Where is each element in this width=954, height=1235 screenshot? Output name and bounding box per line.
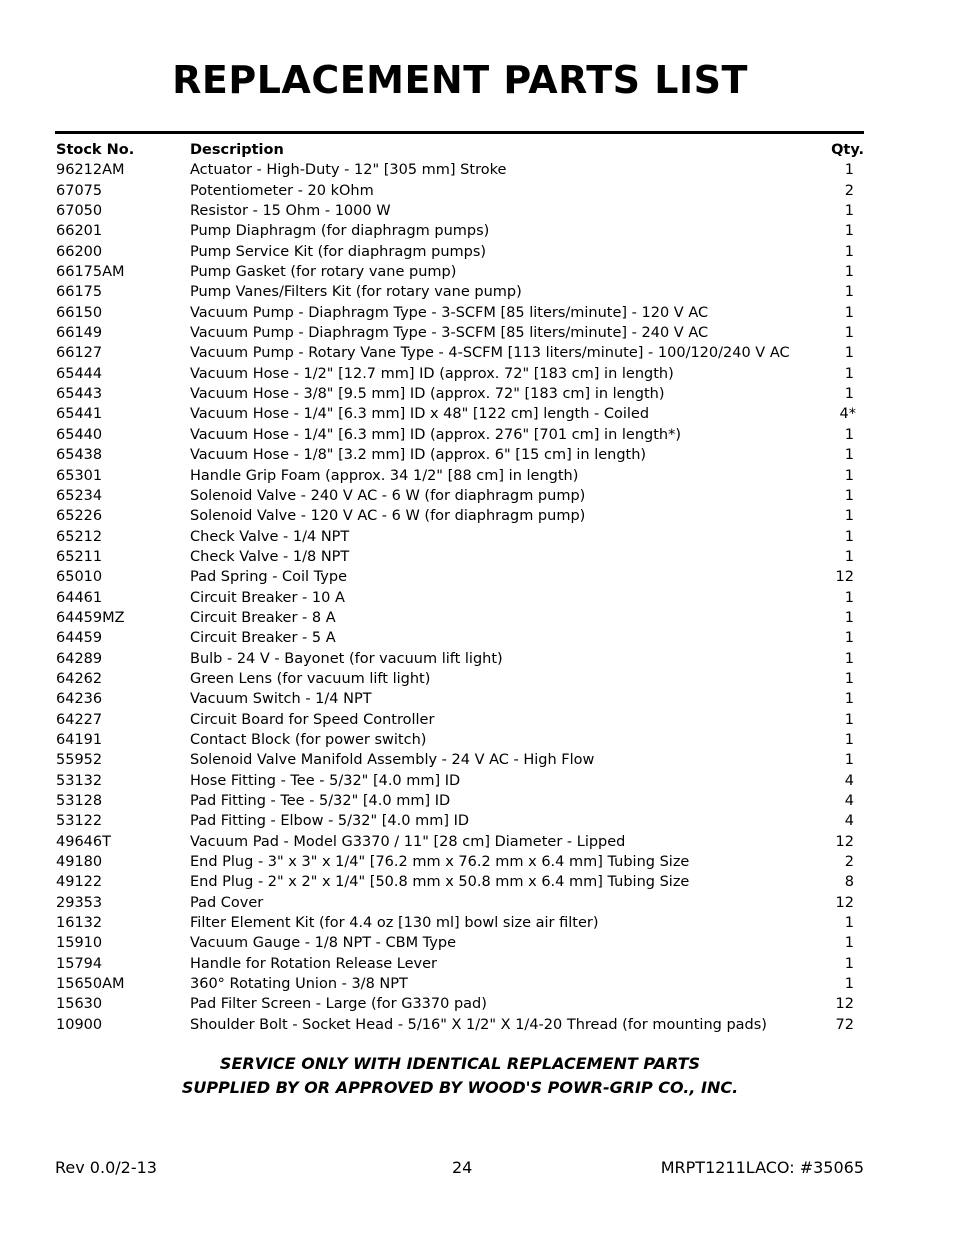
qty-cell: 1 — [844, 976, 854, 993]
table-row — [55, 954, 864, 974]
qty-cell: 12 — [835, 833, 854, 850]
description-cell: Circuit Breaker - 5 A — [190, 630, 336, 647]
stock-number-cell: 65438 — [56, 447, 103, 464]
table-row — [55, 486, 864, 506]
qty-cell: 1 — [844, 955, 854, 972]
stock-number-cell: 67075 — [56, 182, 103, 199]
table-row — [55, 364, 864, 384]
stock-number-cell: 10900 — [56, 1016, 103, 1033]
table-row — [55, 384, 864, 404]
stock-number-cell: 64236 — [56, 691, 103, 708]
description-cell: Vacuum Hose - 1/2" [12.7 mm] ID (approx. 72" [183 cm] in length) — [190, 365, 674, 382]
description-cell: Shoulder Bolt - Socket Head - 5/16" X 1/2" X 1/4-20 Thread (for mounting pads) — [190, 1016, 767, 1033]
qty-cell: 1 — [844, 548, 854, 565]
qty-cell: 1 — [844, 609, 854, 626]
description-cell: Vacuum Pad - Model G3370 / 11" [28 cm] Diameter - Lipped — [190, 833, 626, 850]
description-cell: Vacuum Pump - Rotary Vane Type - 4-SCFM [113 liters/minute] - 100/120/240 V AC — [190, 345, 790, 362]
description-cell: Vacuum Pump - Diaphragm Type - 3-SCFM [85 liters/minute] - 240 V AC — [190, 325, 709, 342]
stock-number-cell: 65226 — [56, 508, 103, 525]
table-row — [55, 425, 864, 445]
table-row — [55, 1015, 864, 1035]
table-row — [55, 466, 864, 486]
table-row — [55, 811, 864, 831]
description-cell: Vacuum Hose - 1/8" [3.2 mm] ID (approx. 6" [15 cm] in length) — [190, 447, 647, 464]
description-cell: Handle Grip Foam (approx. 34 1/2" [88 cm] in length) — [190, 467, 579, 484]
table-row — [55, 201, 864, 221]
table-row — [55, 750, 864, 770]
table-row — [55, 893, 864, 913]
description-cell: Check Valve - 1/8 NPT — [190, 548, 350, 565]
qty-cell: 4 — [844, 772, 854, 789]
stock-number-cell: 53128 — [56, 793, 103, 809]
service-notice-line-2: SUPPLIED BY OR APPROVED BY WOOD'S POWR-GRIP CO., INC. — [181, 1078, 739, 1097]
stock-number-cell: 66127 — [56, 345, 103, 362]
description-cell: Pump Diaphragm (for diaphragm pumps) — [190, 223, 490, 240]
table-row — [55, 181, 864, 201]
description-cell: Hose Fitting - Tee - 5/32" [4.0 mm] ID — [190, 772, 461, 789]
title-divider — [55, 131, 864, 134]
stock-number-cell: 15650AM — [56, 976, 125, 993]
stock-number-cell: 65234 — [56, 487, 103, 504]
qty-cell: 1 — [844, 589, 854, 606]
parts-table — [55, 140, 864, 1035]
description-cell: Check Valve - 1/4 NPT — [190, 528, 350, 545]
stock-number-cell: 49180 — [56, 854, 103, 871]
qty-cell: 1 — [844, 528, 854, 545]
description-cell: Vacuum Hose - 1/4" [6.3 mm] ID (approx. 276" [701 cm] in length*) — [190, 426, 682, 443]
qty-cell: 2 — [844, 854, 854, 871]
table-row — [55, 506, 864, 526]
stock-number-cell: 64191 — [56, 731, 103, 748]
qty-cell: 1 — [844, 223, 854, 240]
qty-cell: 1 — [844, 264, 854, 281]
description-cell: Vacuum Gauge - 1/8 NPT - CBM Type — [190, 935, 456, 952]
table-row — [55, 262, 864, 282]
qty-cell: 1 — [844, 162, 854, 179]
description-cell: Filter Element Kit (for 4.4 oz [130 ml] bowl size air filter) — [190, 915, 599, 932]
description-cell: Solenoid Valve - 240 V AC - 6 W (for diaphragm pump) — [190, 487, 586, 504]
footer-revision: Rev 0.0/2-13 — [55, 1158, 157, 1177]
qty-cell: 4 — [844, 813, 854, 830]
description-cell: End Plug - 2" x 2" x 1/4" [50.8 mm x 50.8 mm x 6.4 mm] Tubing Size — [190, 874, 690, 891]
qty-cell: 1 — [844, 670, 854, 687]
qty-cell: 1 — [844, 487, 854, 504]
qty-cell: 8 — [844, 874, 854, 891]
stock-number-cell: 53132 — [56, 772, 103, 789]
description-cell: Vacuum Hose - 3/8" [9.5 mm] ID (approx. 72" [183 cm] in length) — [190, 386, 665, 403]
table-row — [55, 160, 864, 180]
qty-cell: 1 — [844, 935, 854, 952]
qty-cell: 1 — [844, 386, 854, 403]
description-cell: Resistor - 15 Ohm - 1000 W — [190, 203, 391, 220]
stock-number-cell: 66149 — [56, 325, 103, 342]
stock-number-cell: 64459MZ — [56, 609, 125, 626]
stock-number-cell: 53122 — [56, 813, 103, 830]
table-row — [55, 404, 864, 424]
description-cell: Pump Vanes/Filters Kit (for rotary vane pump) — [190, 284, 522, 301]
stock-number-cell: 66150 — [56, 304, 103, 321]
qty-cell: 72 — [835, 1016, 854, 1033]
stock-number-cell: 16132 — [56, 915, 103, 932]
table-row — [55, 282, 864, 302]
qty-cell: 1 — [844, 304, 854, 321]
qty-cell: 4 — [844, 793, 854, 809]
qty-cell: 1 — [844, 508, 854, 525]
stock-number-cell: 29353 — [56, 894, 103, 911]
stock-number-cell: 49646T — [56, 833, 111, 850]
table-row — [55, 710, 864, 730]
stock-number-cell: 64459 — [56, 630, 103, 647]
table-row — [55, 669, 864, 689]
table-row — [55, 913, 864, 933]
stock-number-cell: 67050 — [56, 203, 103, 220]
stock-number-cell: 65440 — [56, 426, 103, 443]
table-row — [55, 771, 864, 791]
table-row — [55, 221, 864, 241]
table-row — [55, 994, 864, 1014]
stock-number-cell: 65211 — [56, 548, 103, 565]
description-cell: Pad Spring - Coil Type — [190, 569, 348, 586]
table-row — [55, 445, 864, 465]
stock-number-cell: 65444 — [56, 365, 103, 382]
stock-number-cell: 49122 — [56, 874, 103, 891]
qty-cell: 2 — [844, 182, 854, 199]
qty-cell: 1 — [844, 243, 854, 260]
stock-number-cell: 15910 — [56, 935, 103, 952]
qty-cell: 12 — [835, 569, 854, 586]
description-cell: Pad Fitting - Tee - 5/32" [4.0 mm] ID — [190, 793, 451, 809]
header-stock-no: Stock No. — [56, 142, 135, 158]
description-cell: Pad Filter Screen - Large (for G3370 pad) — [190, 996, 487, 1013]
stock-number-cell: 65441 — [56, 406, 103, 423]
stock-number-cell: 66201 — [56, 223, 103, 240]
description-cell: Actuator - High-Duty - 12" [305 mm] Stroke — [190, 162, 507, 179]
page-title: REPLACEMENT PARTS LIST — [172, 58, 748, 102]
table-row — [55, 242, 864, 262]
table-body — [55, 160, 864, 1035]
table-row — [55, 588, 864, 608]
qty-cell: 1 — [844, 203, 854, 220]
description-cell: Solenoid Valve Manifold Assembly - 24 V AC - High Flow — [190, 752, 595, 769]
description-cell: Vacuum Hose - 1/4" [6.3 mm] ID x 48" [122 cm] length - Coiled — [190, 406, 650, 423]
header-description: Description — [190, 142, 284, 158]
footer-page-number: 24 — [452, 1158, 473, 1177]
table-header-row — [55, 140, 864, 160]
description-cell: Circuit Breaker - 10 A — [190, 589, 345, 606]
stock-number-cell: 65443 — [56, 386, 103, 403]
stock-number-cell: 64262 — [56, 670, 103, 687]
description-cell: Circuit Board for Speed Controller — [190, 711, 435, 728]
description-cell: Bulb - 24 V - Bayonet (for vacuum lift light) — [190, 650, 503, 667]
table-row — [55, 872, 864, 892]
table-row — [55, 852, 864, 872]
stock-number-cell: 64227 — [56, 711, 103, 728]
qty-cell: 4* — [839, 406, 856, 423]
description-cell: Solenoid Valve - 120 V AC - 6 W (for diaphragm pump) — [190, 508, 586, 525]
footer-document-id: MRPT1211LACO: #35065 — [660, 1158, 864, 1177]
qty-cell: 12 — [835, 894, 854, 911]
table-row — [55, 303, 864, 323]
stock-number-cell: 66175 — [56, 284, 103, 301]
stock-number-cell: 55952 — [56, 752, 103, 769]
header-qty: Qty. — [831, 142, 864, 158]
description-cell: Pump Service Kit (for diaphragm pumps) — [190, 243, 487, 260]
table-row — [55, 730, 864, 750]
table-row — [55, 832, 864, 852]
stock-number-cell: 96212AM — [56, 162, 125, 179]
qty-cell: 1 — [844, 630, 854, 647]
description-cell: Pump Gasket (for rotary vane pump) — [190, 264, 457, 281]
table-row — [55, 343, 864, 363]
qty-cell: 1 — [844, 325, 854, 342]
table-row — [55, 547, 864, 567]
qty-cell: 1 — [844, 752, 854, 769]
stock-number-cell: 65301 — [56, 467, 103, 484]
description-cell: Pad Cover — [190, 894, 264, 911]
stock-number-cell: 64461 — [56, 589, 103, 606]
qty-cell: 1 — [844, 731, 854, 748]
description-cell: 360° Rotating Union - 3/8 NPT — [190, 976, 408, 993]
description-cell: Contact Block (for power switch) — [190, 731, 427, 748]
qty-cell: 1 — [844, 915, 854, 932]
qty-cell: 1 — [844, 365, 854, 382]
stock-number-cell: 64289 — [56, 650, 103, 667]
qty-cell: 1 — [844, 447, 854, 464]
table-row — [55, 649, 864, 669]
service-notice-line-1: SERVICE ONLY WITH IDENTICAL REPLACEMENT PARTS — [219, 1054, 701, 1073]
description-cell: Potentiometer - 20 kOhm — [190, 182, 374, 199]
stock-number-cell: 15794 — [56, 955, 103, 972]
qty-cell: 12 — [835, 996, 854, 1013]
table-row — [55, 689, 864, 709]
stock-number-cell: 66200 — [56, 243, 103, 260]
qty-cell: 1 — [844, 650, 854, 667]
description-cell: Vacuum Switch - 1/4 NPT — [190, 691, 372, 708]
stock-number-cell: 65010 — [56, 569, 103, 586]
qty-cell: 1 — [844, 691, 854, 708]
stock-number-cell: 66175AM — [56, 264, 125, 281]
stock-number-cell: 65212 — [56, 528, 103, 545]
table-row — [55, 933, 864, 953]
description-cell: Vacuum Pump - Diaphragm Type - 3-SCFM [85 liters/minute] - 120 V AC — [190, 304, 709, 321]
table-row — [55, 608, 864, 628]
table-row — [55, 567, 864, 587]
stock-number-cell: 15630 — [56, 996, 103, 1013]
description-cell: Circuit Breaker - 8 A — [190, 609, 336, 626]
description-cell: End Plug - 3" x 3" x 1/4" [76.2 mm x 76.2 mm x 6.4 mm] Tubing Size — [190, 854, 690, 871]
qty-cell: 1 — [844, 711, 854, 728]
table-row — [55, 628, 864, 648]
table-row — [55, 974, 864, 994]
description-cell: Pad Fitting - Elbow - 5/32" [4.0 mm] ID — [190, 813, 470, 830]
qty-cell: 1 — [844, 284, 854, 301]
table-row — [55, 527, 864, 547]
table-row — [55, 791, 864, 811]
description-cell: Green Lens (for vacuum lift light) — [190, 670, 431, 687]
description-cell: Handle for Rotation Release Lever — [190, 955, 438, 972]
table-row — [55, 323, 864, 343]
qty-cell: 1 — [844, 426, 854, 443]
qty-cell: 1 — [844, 345, 854, 362]
qty-cell: 1 — [844, 467, 854, 484]
